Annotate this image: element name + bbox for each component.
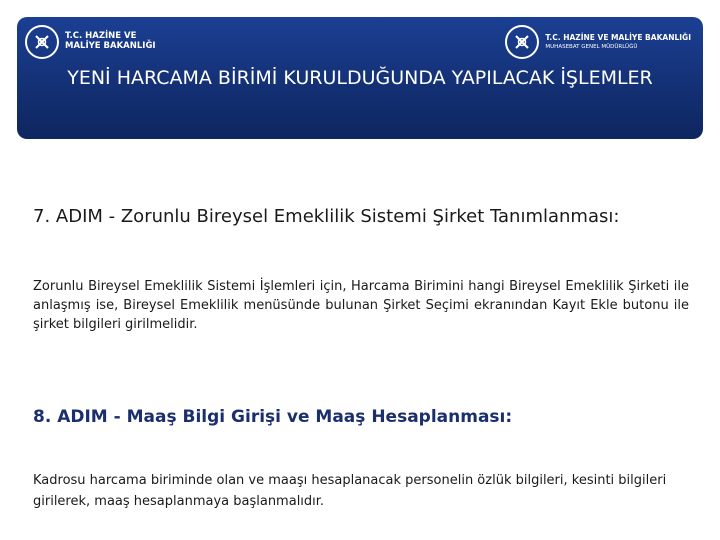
step7-paragraph: Zorunlu Bireysel Emeklilik Sistemi İşlemleri için, Harcama Birimini hangi Bireysel Emeklilik Şirketi ile anlaşmış ise, Bireysel Emeklilik menüsünde bulunan Şirket Seçimi ekranından Kayıt Ekle butonu ile şirket bilgileri girilmelidir. [33, 279, 689, 332]
ministry-logo-right [505, 23, 691, 61]
logo-left-line2: MALİYE BAKANLIĞI [65, 41, 156, 51]
ministry-emblem-icon [25, 25, 59, 59]
step8-heading: 8. ADIM - Maaş Bilgi Girişi ve Maaş Hesaplanması: [33, 407, 513, 427]
logo-left-line1: T.C. HAZİNE VE [65, 31, 137, 42]
step8-paragraph: Kadrosu harcama biriminde olan ve maaşı hesaplanacak personelin özlük bilgileri, kesinti bilgileri girilerek, maaş hesaplanmaya başlanmalıdır. [33, 473, 667, 509]
step7-heading: 7. ADIM - Zorunlu Bireysel Emeklilik Sistemi Şirket Tanımlanması: [33, 206, 620, 227]
logo-right-line1: T.C. HAZİNE VE MALİYE BAKANLIĞI [545, 33, 691, 43]
ministry-logo-left [25, 23, 156, 61]
ministry-emblem-icon [505, 25, 539, 59]
slide-title: YENİ HARCAMA BİRİMİ KURULDUĞUNDA YAPILACAK İŞLEMLER [67, 67, 653, 89]
logo-right-line2: MUHASEBAT GENEL MÜDÜRLÜĞÜ [545, 43, 638, 50]
title-banner [17, 17, 703, 139]
